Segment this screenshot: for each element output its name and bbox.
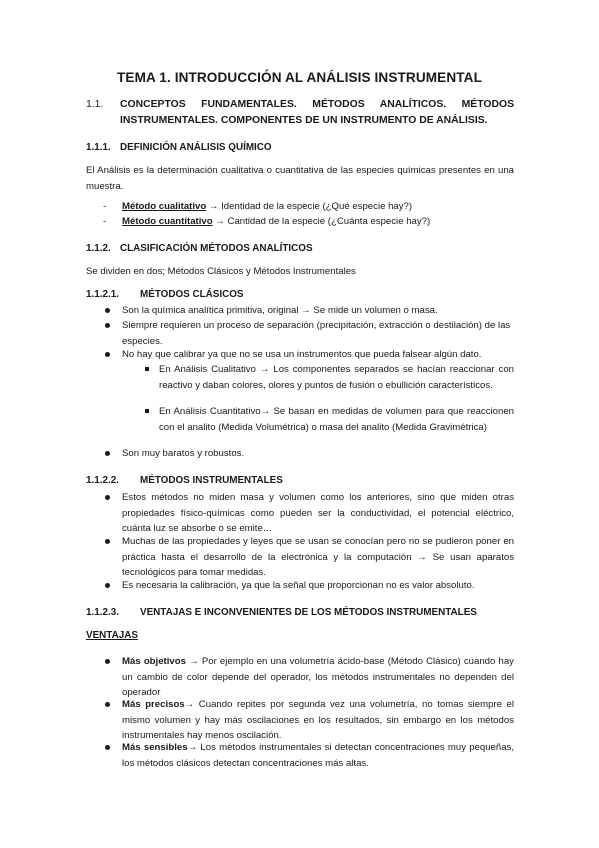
bullet-icon: [105, 539, 110, 544]
section-title: CLASIFICACIÓN MÉTODOS ANALÍTICOS: [120, 243, 313, 254]
section-number: 1.1.2.1.: [86, 289, 119, 300]
list-item: - Método cuantitativo → Cantidad de la especie (¿Cuánta especie hay?): [103, 216, 431, 227]
section-heading-1-1: [86, 97, 514, 128]
section-heading-1-1-2-2: [86, 475, 283, 486]
section-title: DEFINICIÓN ANÁLISIS QUÍMICO: [120, 142, 272, 153]
sub-list-item: [159, 362, 514, 393]
bullet-icon: [105, 702, 110, 707]
section-heading-1-1-2: [86, 243, 313, 254]
bullet-icon: [105, 352, 110, 357]
paragraph-definition: El Análisis es la determinación cualitativa o cuantitativa de las especies químicas presentes en una muestra.: [86, 165, 514, 192]
section-number: 1.1.2.3.: [86, 607, 119, 618]
bullet-icon: [105, 451, 110, 456]
section-heading-1-1-2-3: [86, 607, 477, 618]
list-item-text: En Análisis Cualitativo → Los componentes separados se hacían reaccionar con reactivo y daban colores, olores y puntos de fusión o ebullición característicos.: [159, 364, 514, 391]
list-item-term: Más objetivos: [122, 656, 186, 667]
square-bullet-icon: [145, 367, 149, 371]
list-item: [122, 446, 514, 462]
section-number: 1.1.: [86, 99, 104, 110]
list-item: [122, 318, 514, 349]
bullet-icon: [105, 308, 110, 313]
list-item-text: → Por ejemplo en una volumetría ácido-base (Método Clásico) cuando hay un cambio de color depende del operador, los métodos instrumentales no dependen del operador: [122, 656, 514, 698]
section-number: 1.1.2.2.: [86, 475, 119, 486]
list-item-term: Más precisos: [122, 699, 185, 710]
section-heading-line-2: INSTRUMENTALES. COMPONENTES DE UN INSTRUMENTO DE ANÁLISIS.: [120, 114, 488, 126]
list-item-text: Estos métodos no miden masa y volumen como los anteriores, sino que miden otras propiedades físico-químicas como pueden ser la conductividad, el potencial eléctrico, cuánta luz se absorbe o se emite…: [122, 492, 514, 534]
list-item: [122, 534, 514, 581]
list-item-text: → Cuando repites por segunda vez una volumetría, no tomas siempre el mismo volumen y hay más oscilaciones en los resultados, sin embargo en los métodos instrumentales hay menos oscilación.: [122, 699, 514, 741]
list-item-term: Método cuantitativo: [122, 216, 213, 227]
bullet-icon: [105, 583, 110, 588]
section-heading-1-1-2-1: [86, 289, 244, 300]
list-item-text: Son la química analítica primitiva, original → Se mide un volumen o masa.: [122, 305, 438, 316]
ventajas-heading: VENTAJAS: [86, 630, 138, 641]
section-title: MÉTODOS INSTRUMENTALES: [140, 475, 283, 486]
sub-list-item: [159, 404, 514, 435]
list-item-text: No hay que calibrar ya que no se usa un instrumentos que pueda falsear algún dato.: [122, 349, 482, 360]
section-heading-1-1-1: [86, 142, 272, 153]
list-item-term: Más sensibles→: [122, 742, 198, 753]
list-item-text: Los métodos instrumentales si detectan concentraciones muy pequeñas, los métodos clásicos detectan concentraciones más altas.: [122, 742, 515, 769]
list-item-text: Es necesaria la calibración, ya que la señal que proporcionan no es valor absoluto.: [122, 580, 475, 591]
section-number: 1.1.1.: [86, 142, 111, 153]
list-item-term: Método cualitativo: [122, 201, 207, 212]
list-item-text: → Cantidad de la especie (¿Cuánta especie hay?): [212, 216, 431, 227]
list-item-text: Siempre requieren un proceso de separación (precipitación, extracción o destilación) de las especies.: [122, 320, 511, 347]
list-item: [122, 578, 514, 594]
document-title: TEMA 1. INTRODUCCIÓN AL ANÁLISIS INSTRUMENTAL: [117, 70, 482, 85]
list-item: [122, 740, 514, 771]
bullet-icon: [105, 659, 110, 664]
section-title: VENTAJAS E INCONVENIENTES DE LOS MÉTODOS INSTRUMENTALES: [140, 607, 477, 618]
list-item: [122, 347, 514, 363]
list-item: [122, 697, 514, 744]
list-item: [122, 490, 514, 537]
section-number: 1.1.2.: [86, 243, 111, 254]
list-item: [122, 654, 514, 701]
section-heading-line-1: CONCEPTOS FUNDAMENTALES. MÉTODOS ANALÍTICOS. MÉTODOS: [120, 99, 514, 110]
square-bullet-icon: [145, 409, 149, 413]
list-item-text: Son muy baratos y robustos.: [122, 448, 245, 459]
list-item-text: En Análisis Cuantitativo→ Se basan en medidas de volumen para que reaccionen con el analito (Medida Volumétrica) o masa del analito (Medida Gravimétrica): [159, 406, 514, 433]
bullet-icon: [105, 495, 110, 500]
list-item-text: Muchas de las propiedades y leyes que se usan se conocían pero no se pudieron poner en práctica hasta el desarrollo de la electrónica y la computación → Se usan aparatos tecnológicos para tomar medidas.: [122, 536, 514, 578]
bullet-icon: [105, 323, 110, 328]
paragraph-classification: Se dividen en dos; Métodos Clásicos y Métodos Instrumentales: [86, 266, 356, 277]
list-item: [122, 303, 514, 319]
section-title: MÉTODOS CLÁSICOS: [140, 289, 244, 300]
list-item-text: → Identidad de la especie (¿Qué especie hay?): [206, 201, 413, 212]
bullet-icon: [105, 745, 110, 750]
list-item: - Método cualitativo → Identidad de la especie (¿Qué especie hay?): [103, 201, 413, 212]
